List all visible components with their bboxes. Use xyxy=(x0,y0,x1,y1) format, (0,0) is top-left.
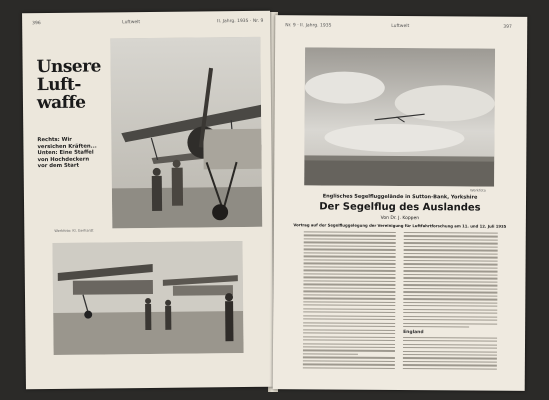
squadron-photo-bottom xyxy=(52,241,243,355)
left-caption xyxy=(37,137,97,171)
right-issue: Nr. 9 · II. Jahrg. 1935 xyxy=(285,23,332,29)
biplane-photo-top xyxy=(110,37,262,229)
caption-line-1: Rechts: Wir xyxy=(37,136,72,144)
biplane-illustration xyxy=(110,37,262,229)
article-title-right: Der Segelflug des Auslandes xyxy=(319,201,481,214)
left-page-number: 396 xyxy=(32,21,41,27)
left-issue: II. Jahrg. 1935 · Nr. 9 xyxy=(217,18,264,25)
glider-illustration xyxy=(304,47,495,186)
caption-line-2: versichen Kräften... xyxy=(37,143,97,150)
photo-credit-right: Werkfoto xyxy=(470,188,486,193)
squadron-illustration xyxy=(52,241,243,355)
right-page-number: 397 xyxy=(503,24,512,30)
subhead-england: England xyxy=(403,329,424,335)
title-line-3: waffe xyxy=(36,92,86,113)
article-title-left xyxy=(37,58,102,112)
caption-line-3: Unten: Eine Staffel xyxy=(37,149,94,157)
photo-caption-right: Englisches Segelfluggelände in Sutton-Bank, Yorkshire xyxy=(322,193,478,201)
left-page xyxy=(22,11,274,390)
right-running-title: Luftwelt xyxy=(391,23,410,30)
lede: Vortrag auf der Segelfluggelegung der Vereinigung für Luftfahrtforschung am 11. und 12. Juli 1935 xyxy=(293,222,507,229)
left-running-title: Luftwelt xyxy=(122,20,141,26)
glider-photo xyxy=(304,47,495,186)
text-column-right xyxy=(403,232,498,372)
byline: Von Dr. J. Koppen xyxy=(380,215,420,222)
caption-line-5: vor dem Start xyxy=(37,163,80,170)
caption-line-4: von Hochdeckern xyxy=(37,156,90,163)
photo-credit-left: Werkfoto: Kl. Gerhardt xyxy=(54,228,94,233)
title-line-1: Unsere xyxy=(36,56,102,78)
right-page xyxy=(273,15,528,391)
text-column-left xyxy=(303,231,396,371)
title-line-2: Luft- xyxy=(36,74,81,96)
